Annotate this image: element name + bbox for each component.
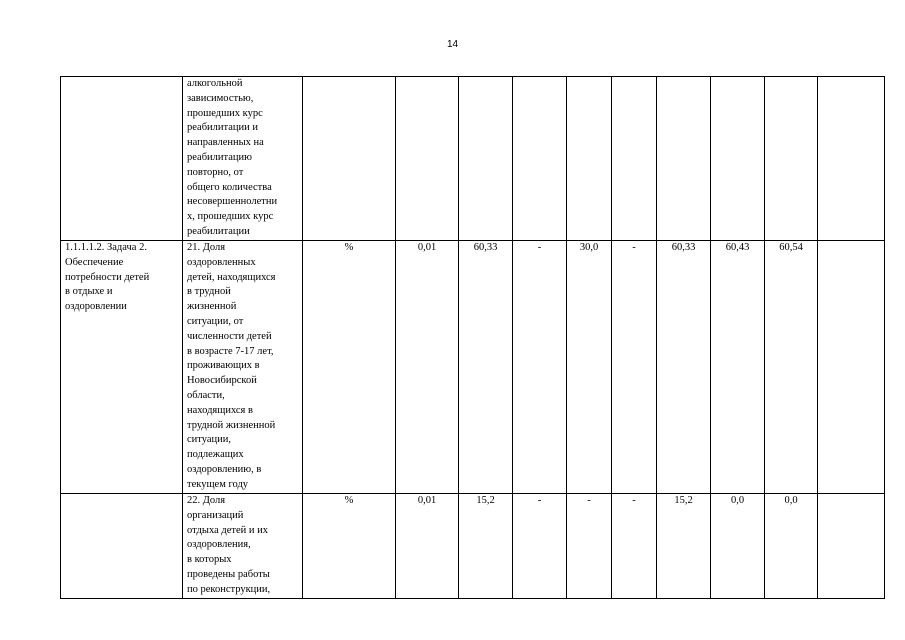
table-row	[61, 494, 885, 599]
value-cell	[513, 77, 567, 241]
page-number: 14	[446, 39, 459, 50]
table-body	[61, 77, 885, 599]
value-cell	[612, 77, 657, 241]
unit-cell: %	[303, 494, 396, 599]
value-cell	[567, 77, 612, 241]
value-cell	[765, 77, 818, 241]
value-cell: 30,0	[567, 241, 612, 494]
value-cell: -	[513, 494, 567, 599]
unit-cell	[303, 77, 396, 241]
value-cell	[818, 241, 885, 494]
value-cell	[459, 77, 513, 241]
value-cell: 60,43	[711, 241, 765, 494]
value-cell: 15,2	[459, 494, 513, 599]
task-cell: 1.1.1.1.2. Задача 2. Обеспечение потребности детей в отдыхе и оздоровлении	[61, 241, 183, 494]
value-cell: -	[567, 494, 612, 599]
value-cell: -	[612, 241, 657, 494]
value-cell: -	[612, 494, 657, 599]
value-cell: 60,33	[657, 241, 711, 494]
value-cell: 0,01	[396, 494, 459, 599]
task-cell	[61, 494, 183, 599]
value-cell	[396, 77, 459, 241]
table-row	[61, 77, 885, 241]
value-cell: 0,01	[396, 241, 459, 494]
value-cell: 0,0	[765, 494, 818, 599]
value-cell: 60,54	[765, 241, 818, 494]
table-row	[61, 241, 885, 494]
value-cell	[657, 77, 711, 241]
value-cell	[818, 77, 885, 241]
value-cell	[711, 77, 765, 241]
value-cell	[818, 494, 885, 599]
value-cell: -	[513, 241, 567, 494]
unit-cell: %	[303, 241, 396, 494]
indicator-cell: 21. Доля оздоровленных детей, находящихся в трудной жизненной ситуации, от численности детей в возрасте 7-17 лет, проживающих в Новосибирской области, находящихся в трудной жизненной ситуации, подлежащих оздоровлению, в текущем году	[183, 241, 303, 494]
value-cell: 60,33	[459, 241, 513, 494]
value-cell: 15,2	[657, 494, 711, 599]
indicator-cell: 22. Доля организаций отдыха детей и их оздоровления, в которых проведены работы по реконструкции,	[183, 494, 303, 599]
indicator-cell: алкогольной зависимостью, прошедших курс реабилитации и направленных на реабилитацию повторно, от общего количества несовершеннолетни х, прошедших курс реабилитации	[183, 77, 303, 241]
value-cell: 0,0	[711, 494, 765, 599]
indicators-table	[60, 76, 885, 599]
task-cell	[61, 77, 183, 241]
